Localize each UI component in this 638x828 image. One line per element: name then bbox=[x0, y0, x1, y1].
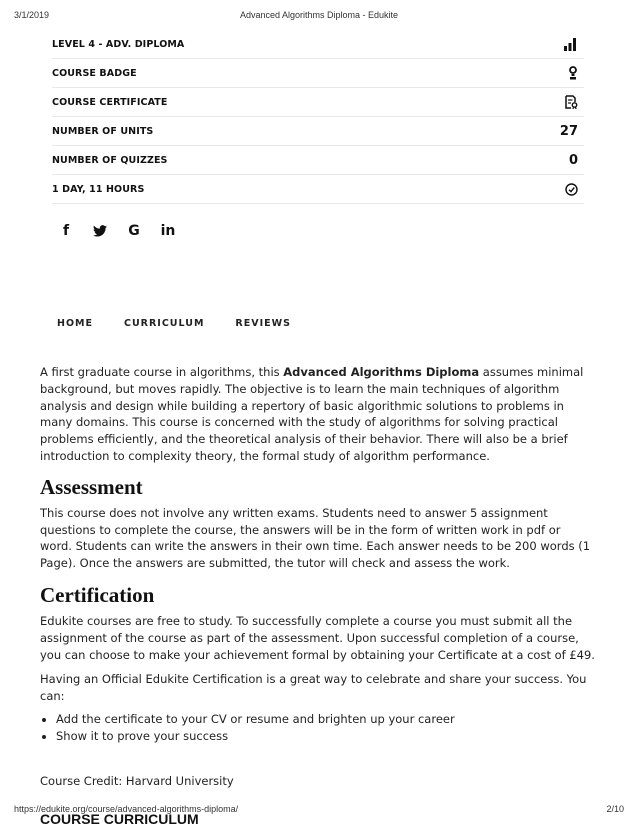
intro-paragraph: A first graduate course in algorithms, this Advanced Algorithms Diploma assumes minimal background, but moves rapidly. The objective is to learn the main techniques of algorithm analysis and design while building a repertory of basic algorithmic solutions to problems in many domains. This course is concerned with the study of algorithms for solving practical problems efficiently, and the theoretical analysis of their behavior. There will also be a brief introduction to complexity theory, the formal study of algorithm performance. bbox=[40, 365, 584, 463]
meta-label: 1 DAY, 11 HOURS bbox=[52, 183, 145, 195]
social-share-bar bbox=[58, 222, 176, 240]
meta-label: LEVEL 4 - ADV. DIPLOMA bbox=[52, 38, 185, 50]
benefits-list bbox=[40, 711, 596, 745]
quizzes-count: 0 bbox=[568, 152, 578, 168]
meta-row-badge bbox=[52, 59, 584, 88]
twitter-icon[interactable] bbox=[92, 222, 108, 240]
meta-label: COURSE BADGE bbox=[52, 67, 137, 79]
bar-chart-icon bbox=[564, 38, 578, 51]
course-description bbox=[40, 364, 596, 828]
facebook-icon[interactable]: f bbox=[62, 223, 70, 239]
list-item: • Add the certificate to your CV or resume and brighten up your career bbox=[56, 711, 596, 728]
print-title: Advanced Algorithms Diploma - Edukite bbox=[239, 10, 399, 20]
certification-benefits-intro: Having an Official Edukite Certification is a great way to celebrate and share your success. You can: bbox=[40, 672, 587, 704]
print-footer bbox=[14, 804, 624, 818]
badge-icon bbox=[568, 66, 578, 80]
course-meta-list bbox=[52, 30, 584, 204]
meta-row-level bbox=[52, 30, 584, 59]
list-item: • Show it to prove your success bbox=[56, 728, 596, 745]
print-header bbox=[14, 10, 624, 24]
course-curriculum-heading: COURSE CURRICULUM bbox=[40, 811, 199, 828]
page-url: https://edukite.org/course/advanced-algorithms-diploma/ bbox=[14, 804, 239, 814]
meta-label: NUMBER OF QUIZZES bbox=[52, 154, 168, 166]
course-credit: Course Credit: Harvard University bbox=[40, 773, 234, 788]
assessment-text: This course does not involve any written exams. Students need to answer 5 assignment questions to complete the course, the answers will be in the form of written work in pdf or word. Students can write the answers in their own time. Each answer needs to be 200 words (1 Page). Once the answers are submitted, the tutor will check and assess the work. bbox=[40, 505, 591, 571]
linkedin-icon[interactable]: in bbox=[160, 223, 176, 239]
units-count: 27 bbox=[559, 123, 578, 139]
tab-home[interactable]: HOME bbox=[57, 318, 93, 329]
certification-heading: Certification bbox=[40, 582, 155, 607]
meta-label: COURSE CERTIFICATE bbox=[52, 96, 168, 108]
google-icon[interactable]: G bbox=[128, 223, 140, 239]
tab-reviews[interactable]: REVIEWS bbox=[235, 318, 291, 329]
clock-icon bbox=[565, 183, 578, 196]
assessment-heading: Assessment bbox=[40, 474, 143, 499]
tab-curriculum[interactable]: CURRICULUM bbox=[123, 318, 205, 329]
course-name: Advanced Algorithms Diploma bbox=[283, 365, 480, 379]
page-number: 2/10 bbox=[606, 804, 624, 814]
course-tabs bbox=[57, 318, 291, 329]
print-date: 3/1/2019 bbox=[14, 10, 50, 20]
meta-label: NUMBER OF UNITS bbox=[52, 125, 154, 137]
meta-row-units bbox=[52, 117, 584, 146]
certification-text: Edukite courses are free to study. To successfully complete a course you must submit all the assignment of the course as part of the assessment. Upon successful completion of a course, you can choose to make your achievement formal by obtaining your Certificate at a cost of £49. bbox=[40, 613, 595, 662]
certificate-icon bbox=[565, 95, 578, 109]
meta-row-quizzes bbox=[52, 146, 584, 175]
meta-row-certificate bbox=[52, 88, 584, 117]
meta-row-duration bbox=[52, 175, 584, 204]
